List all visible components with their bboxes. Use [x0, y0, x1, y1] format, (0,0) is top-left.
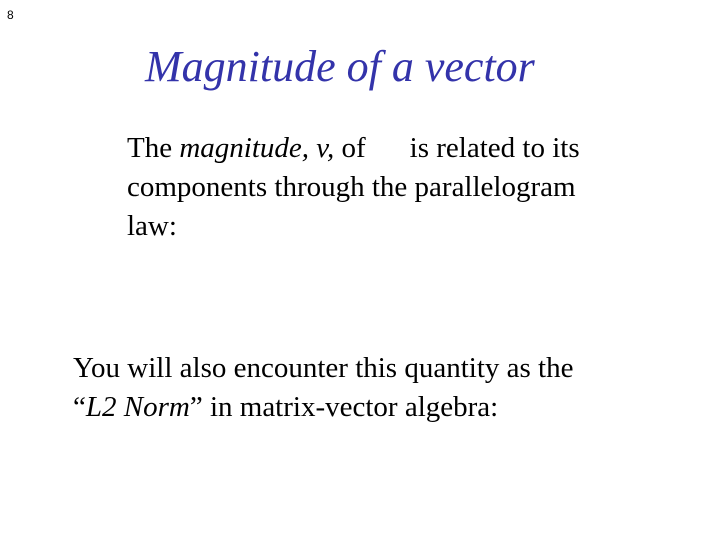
- l2-norm-line-1: You will also encounter this quantity as the: [73, 352, 574, 384]
- l2-norm-term: L2 Norm: [85, 391, 190, 423]
- definition-text-of: of: [334, 132, 366, 164]
- magnitude-definition-paragraph: [127, 129, 687, 246]
- definition-line-1: [127, 129, 687, 168]
- slide-number: 8: [7, 8, 14, 22]
- l2-norm-line-2: [73, 388, 693, 427]
- definition-line-2: components through the parallelogram: [127, 171, 576, 203]
- definition-term-magnitude: magnitude, v,: [179, 132, 335, 164]
- definition-text-related: is related to its: [409, 132, 580, 164]
- definition-line-3: law:: [127, 210, 177, 242]
- definition-text-the: The: [127, 132, 180, 164]
- l2-norm-text-rest: ” in matrix-vector algebra:: [189, 391, 499, 423]
- slide-title: Magnitude of a vector: [145, 42, 535, 91]
- open-quote: “: [73, 391, 86, 423]
- l2-norm-paragraph: [73, 349, 693, 427]
